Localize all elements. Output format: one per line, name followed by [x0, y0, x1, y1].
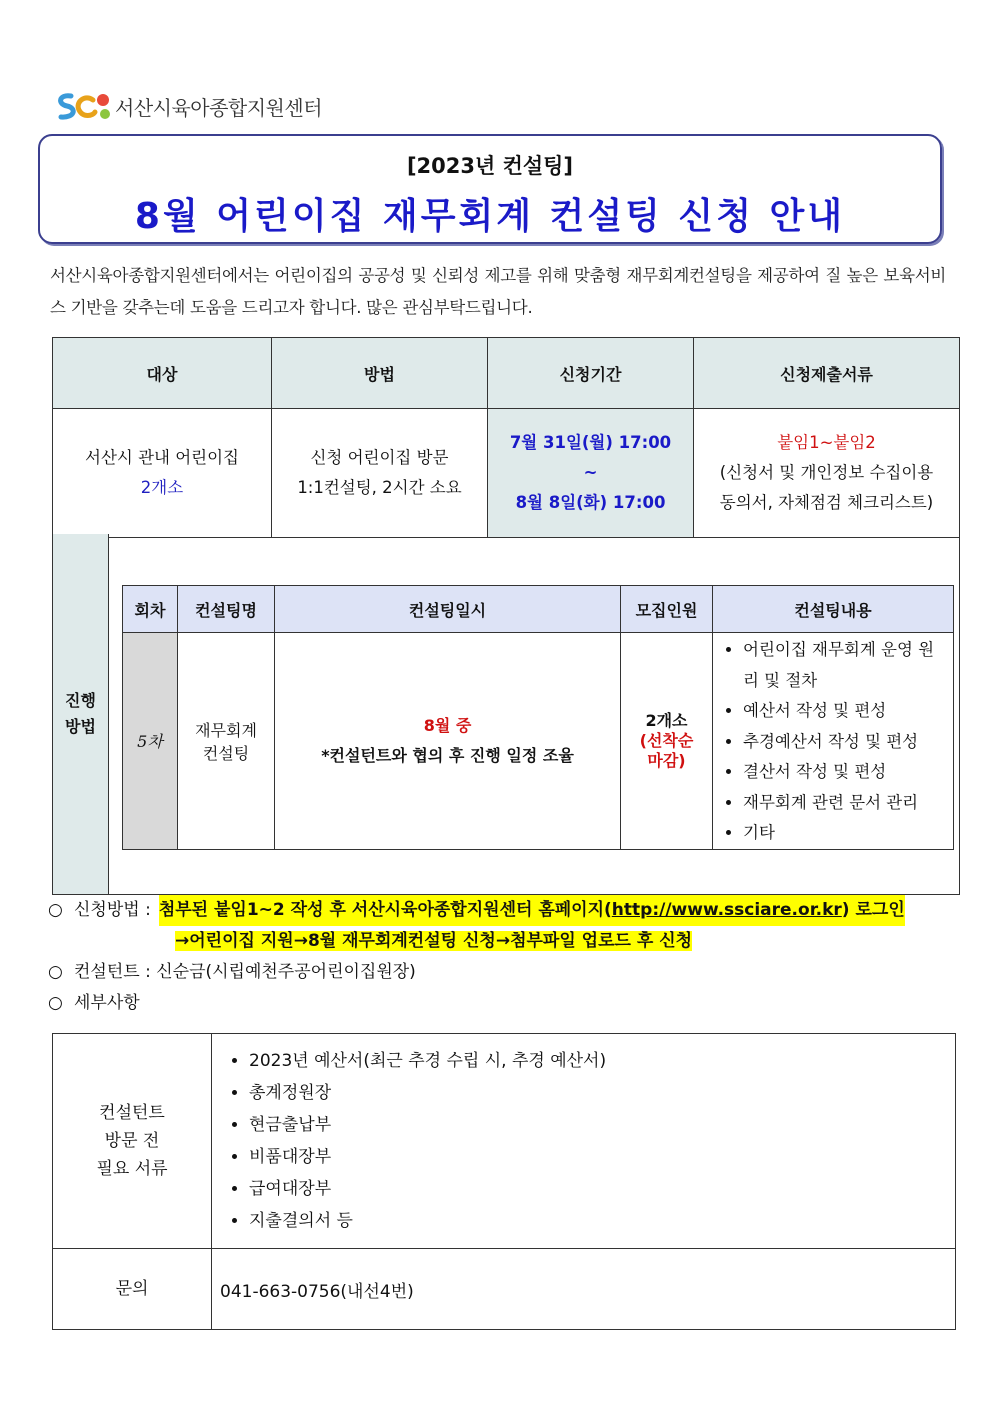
consultant-text: 컨설턴트 : 신순금(시립예천주공어린이집원장) — [74, 962, 416, 982]
header-name: 컨설팅명 — [178, 586, 275, 633]
docs-line2: (신청서 및 개인정보 수집이용 — [719, 463, 934, 482]
period-start: 7월 31일(월) 17:00 — [509, 433, 672, 452]
progress-table — [122, 585, 954, 850]
list-item: • 재무회계 관련 문서 관리 — [743, 788, 945, 819]
list-item: • 어린이집 재무회계 운영 원리 및 절차 — [743, 635, 945, 696]
progress-label-line2: 방법 — [65, 717, 96, 736]
apply-text1: 첨부된 붙임1~2 작성 후 서산시육아종합지원센터 홈페이지( — [158, 900, 612, 920]
name-line2: 컨설팅 — [202, 743, 250, 763]
datetime-cell — [275, 633, 621, 850]
list-item: • 비품대장부 — [249, 1141, 954, 1173]
progress-section — [52, 534, 960, 895]
header-target: 대상 — [53, 338, 272, 409]
org-logo — [55, 88, 322, 124]
docs-list-cell — [212, 1034, 956, 1249]
list-item: • 급여대장부 — [249, 1173, 954, 1205]
docs-label-line1: 컨설턴트 — [99, 1103, 165, 1123]
page-title: 8월 어린이집 재무회계 컨설팅 신청 안내 — [134, 196, 846, 237]
list-item: • 2023년 예산서(최근 추경 수립 시, 추경 예산서) — [249, 1045, 954, 1077]
notes-section — [48, 895, 948, 1019]
target-line2: 2개소 — [140, 478, 184, 497]
name-line1: 재무회계 — [195, 720, 257, 740]
summary-table — [52, 337, 960, 538]
apply-note-line2 — [48, 926, 948, 957]
capacity-note2: 마감) — [647, 750, 686, 770]
circle-bullet-icon: ○ — [48, 993, 63, 1013]
circle-bullet-icon: ○ — [48, 900, 63, 920]
contents-cell — [713, 633, 954, 850]
homepage-link[interactable]: http://www.ssciare.or.kr — [611, 900, 842, 920]
docs-list — [213, 1045, 954, 1237]
name-cell — [178, 633, 275, 850]
period-sep: ~ — [583, 463, 598, 482]
docs-label-line3: 필요 서류 — [96, 1159, 168, 1179]
docs-label-line2: 방문 전 — [104, 1131, 160, 1151]
capacity-note1: (선착순 — [639, 730, 694, 750]
list-item: • 추경예산서 작성 및 편성 — [743, 727, 945, 758]
header-datetime: 컨설팅일시 — [275, 586, 621, 633]
apply-text — [159, 895, 905, 926]
header-period: 신청기간 — [488, 338, 694, 409]
contact-label: 문의 — [53, 1249, 212, 1330]
capacity-value: 2개소 — [645, 710, 688, 730]
details-text: 세부사항 — [74, 993, 140, 1013]
period-end: 8월 8일(화) 17:00 — [515, 493, 666, 512]
ssc-logo-icon — [55, 88, 113, 124]
circle-bullet-icon: ○ — [48, 962, 63, 982]
list-item: • 기타 — [743, 818, 945, 849]
header-round: 회차 — [123, 586, 178, 633]
details-note — [48, 988, 948, 1019]
date-line2: *컨설턴트와 협의 후 진행 일정 조율 — [321, 745, 574, 765]
list-item: • 현금출납부 — [249, 1109, 954, 1141]
apply-label: 신청방법 : — [74, 900, 151, 920]
header-capacity: 모집인원 — [621, 586, 713, 633]
header-contents: 컨설팅내용 — [713, 586, 954, 633]
apply-text2: ) 로그인 — [841, 900, 905, 920]
contents-list — [713, 635, 945, 849]
list-item: • 총계정원장 — [249, 1077, 954, 1109]
cell-docs — [694, 409, 960, 538]
cell-period — [488, 409, 694, 538]
docs-label — [53, 1034, 212, 1249]
method-line1: 신청 어린이집 방문 — [310, 448, 449, 467]
title-box — [38, 134, 942, 244]
round-cell: 5차 — [123, 633, 178, 850]
list-item: • 결산서 작성 및 편성 — [743, 757, 945, 788]
method-line2: 1:1컨설팅, 2시간 소요 — [297, 478, 462, 497]
details-table — [52, 1033, 956, 1330]
progress-label — [53, 534, 109, 894]
consultant-note — [48, 957, 948, 988]
docs-line3: 동의서, 자체점검 체크리스트) — [719, 493, 934, 512]
date-line1: 8월 중 — [423, 715, 472, 735]
list-item: • 예산서 작성 및 편성 — [743, 696, 945, 727]
capacity-cell — [621, 633, 713, 850]
org-name: 서산시육아종합지원센터 — [115, 95, 323, 120]
apply-note — [48, 895, 948, 926]
list-item: • 지출결의서 등 — [249, 1205, 954, 1237]
header-docs: 신청제출서류 — [694, 338, 960, 409]
cell-method — [272, 409, 488, 538]
cell-target — [53, 409, 272, 538]
page-subtitle: [2023년 컨설팅] — [406, 154, 574, 178]
header-method: 방법 — [272, 338, 488, 409]
intro-paragraph: 서산시육아종합지원센터에서는 어린이집의 공공성 및 신뢰성 제고를 위해 맞춤형 재무회계컨설팅을 제공하여 질 높은 보육서비스 기반을 갖추는데 도움을 드리고자 합니다. 많은 관심부탁드립니다. — [50, 266, 946, 317]
docs-line1: 붙임1~붙임2 — [777, 433, 876, 452]
contact-value: 041-663-0756(내선4번) — [212, 1249, 956, 1330]
target-line1: 서산시 관내 어린이집 — [85, 448, 239, 467]
apply-steps: →어린이집 지원→8월 재무회계컨설팅 신청→첨부파일 업로드 후 신청 — [175, 931, 693, 951]
progress-label-line1: 진행 — [65, 691, 96, 710]
